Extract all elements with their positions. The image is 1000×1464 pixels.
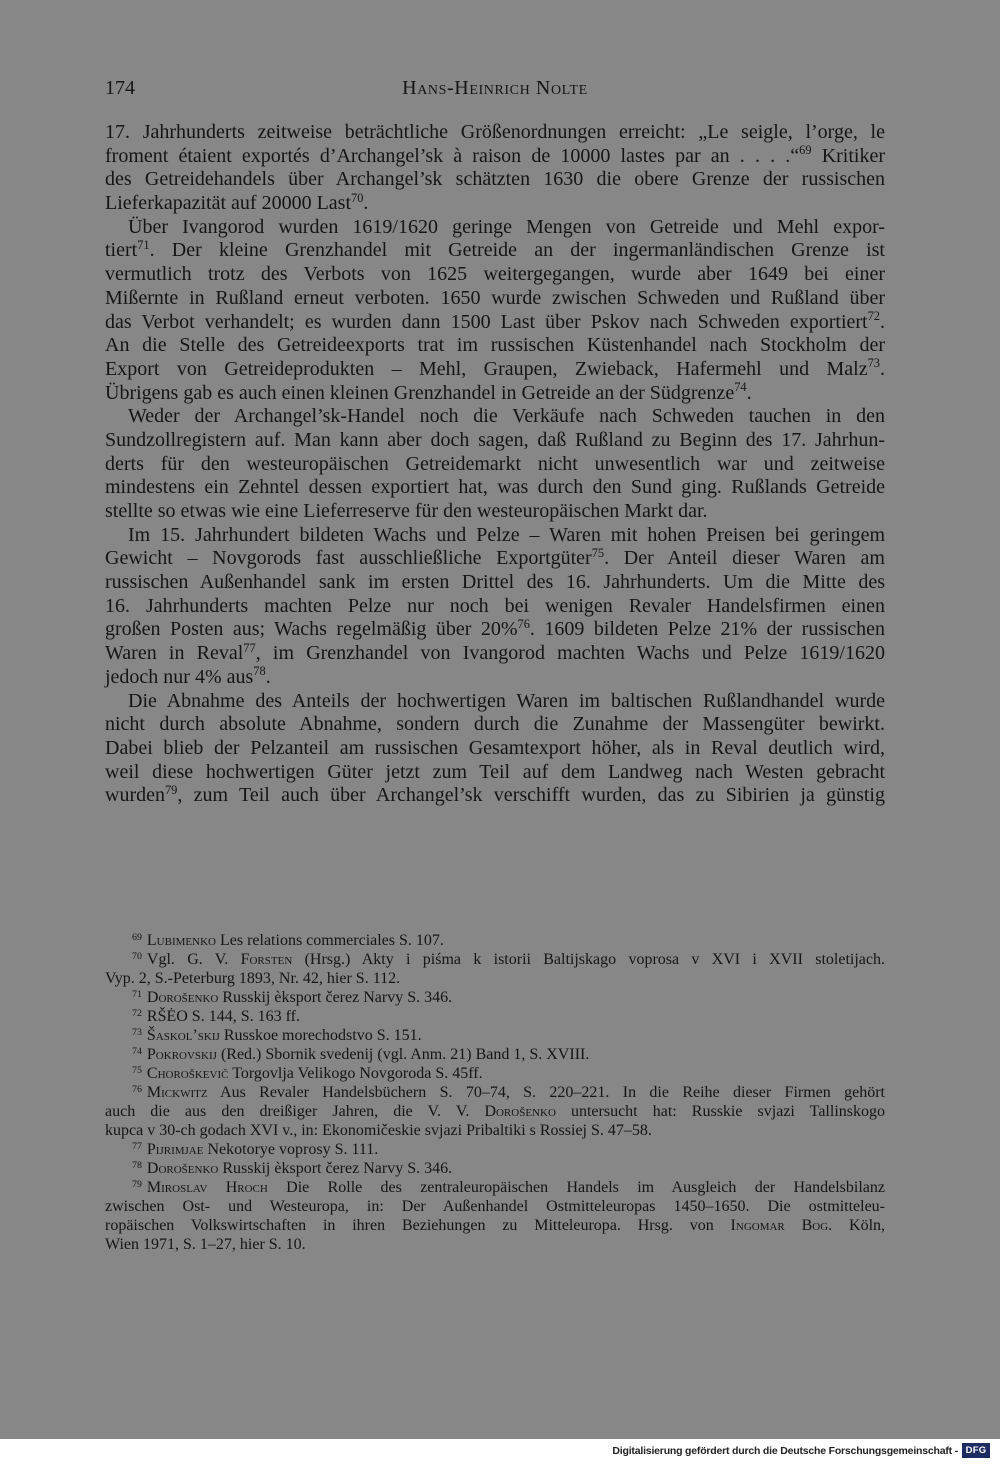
text-line [105, 1026, 885, 1045]
text-line [105, 311, 885, 335]
text-line [105, 1159, 885, 1178]
text-line [105, 1007, 885, 1026]
footnote-reference: 76 [132, 1083, 142, 1095]
footnote-reference: 79 [132, 1178, 142, 1190]
text-line [105, 1121, 885, 1140]
text-line [105, 476, 885, 500]
footnote [105, 1007, 885, 1026]
text-run: (Hrsg.) Akty i piśma k istorii Baltijskago voprosa v XVI i XVII stoletijach. [292, 951, 886, 968]
paragraph [105, 405, 885, 523]
text-run: 16. Jahrhunderts machten Pelze nur noch bei wenigen Revaler Handelsfirmen einen [105, 594, 885, 617]
text-run: . [880, 310, 885, 333]
text-run: Über Ivangorod wurden 1619/1620 geringe Mengen von Getreide und Mehl expor- [128, 215, 885, 238]
text-line [105, 263, 885, 287]
text-run: , im Grenzhandel von Ivangorod machten Wachs und Pelze 1619/1620 [255, 642, 885, 665]
text-run: Wien 1971, S. 1–27, hier S. 10. [105, 1236, 306, 1253]
footnote-reference: 73 [132, 1026, 142, 1038]
text-run: vermutlich trotz des Verbots von 1625 weitergegangen, wurde aber 1649 bei einer [105, 263, 885, 286]
footnote [105, 1064, 885, 1083]
text-line [105, 547, 885, 571]
text-run: Sundzollregistern auf. Man kann aber doch sagen, daß Rußland zu Beginn des 17. Jahrhun- [105, 428, 885, 451]
footnote [105, 1083, 885, 1140]
text-run: mindestens ein Zehntel dessen exportiert hat, was durch den Sund ging. Rußlands Getreide [105, 476, 885, 499]
text-run: Mißernte in Rußland erneut verboten. 1650 wurde zwischen Schweden und Rußland über [105, 286, 885, 309]
text-run: , zum Teil auch über Archangel’sk verschifft wurden, das zu Sibirien ja günstig [177, 784, 885, 807]
text-line [105, 216, 885, 240]
text-run: froment étaient exportés d’Archangel’sk à raison de 10000 lastes par an . . . .“ [105, 144, 800, 167]
text-line [105, 618, 885, 642]
text-line [105, 690, 885, 714]
author-name: Pijrimjae [146, 1141, 204, 1158]
text-line [105, 1178, 885, 1197]
text-run: . [746, 381, 752, 404]
text-line [105, 500, 885, 524]
footnote-reference: 77 [132, 1140, 142, 1152]
text-line [105, 595, 885, 619]
page-header [105, 76, 885, 100]
text-line [105, 1140, 885, 1159]
text-run: Die Abnahme des Anteils der hochwertigen Waren im baltischen Rußlandhandel wurde [128, 689, 885, 712]
text-run: Torgovlja Velikogo Novgoroda S. 45ff. [228, 1065, 483, 1082]
dfg-logo: DFG [962, 1443, 990, 1458]
paragraph [105, 524, 885, 690]
text-run: Weder der Archangel’sk-Handel noch die Verkäufe nach Schweden tauchen in den [128, 405, 885, 428]
text-run: untersucht hat: Russkie svjazi Tallinskogo [555, 1103, 885, 1120]
text-run: Vgl. G. V. [146, 951, 241, 968]
footnote [105, 1159, 885, 1178]
text-run: derts für den westeuropäischen Getreidemarkt nicht unwesentlich war und zeitweise [105, 452, 885, 475]
footnote-reference: 70 [351, 190, 364, 205]
text-line [105, 969, 885, 988]
text-line [105, 192, 885, 216]
author-name: Forsten [240, 951, 293, 968]
footnote-reference: 75 [591, 545, 605, 560]
footnote-reference: 71 [137, 238, 150, 252]
text-run: Gewicht – Novgorods fast ausschließliche Exportgüter [105, 547, 592, 570]
footnote [105, 1178, 885, 1254]
page-number: 174 [105, 77, 135, 99]
text-run: stellte so etwas wie eine Lieferreserve für den westeuropäischen Markt dar. [105, 500, 708, 522]
footnote [105, 931, 885, 950]
text-run: Lieferkapazität auf 20000 Last [105, 192, 351, 215]
text-line [105, 1083, 885, 1102]
text-run: Übrigens gab es auch einen kleinen Grenzhandel in Getreide an der Südgrenze [105, 381, 735, 404]
footnote-reference: 76 [517, 617, 530, 631]
text-line [105, 168, 885, 192]
text-line [105, 239, 885, 263]
footnote [105, 950, 885, 988]
text-line [105, 1045, 885, 1064]
footnote-reference: 72 [867, 309, 880, 324]
text-run: Kritiker [811, 144, 886, 167]
footnote-reference: 73 [867, 356, 880, 371]
author-name: Ingomar Bog [730, 1217, 829, 1234]
text-run: Russkij èksport čerez Narvy S. 346. [218, 1160, 453, 1177]
footnotes [105, 931, 885, 1254]
text-run: (Red.) Sbornik svedenij (vgl. Anm. 21) Band 1, S. XVIII. [216, 1046, 590, 1063]
footnote-reference: 69 [799, 143, 812, 158]
text-run: nicht durch absolute Abnahme, sondern durch die Zunahme der Massengüter bewirkt. [105, 713, 885, 736]
text-run: zwischen Ost- und Westeuropa, in: Der Außenhandel Ostmitteleuropas 1450–1650. Die ostmitteleu- [105, 1198, 885, 1215]
paragraph [105, 690, 885, 808]
text-line [105, 334, 885, 358]
text-run: kupca v 30-ch godach XVI v., in: Ekonomičeskie svjazi Pribaltiki s Rossiej S. 47–58. [105, 1122, 652, 1139]
text-run: . Der Anteil dieser Waren am [604, 547, 885, 570]
text-line [105, 737, 885, 761]
text-line [105, 950, 885, 969]
text-line [105, 784, 885, 808]
text-run: RŠĖO S. 144, S. 163 ff. [146, 1008, 300, 1025]
footnote-reference: 70 [132, 950, 142, 962]
text-line [105, 429, 885, 453]
footnote-reference: 74 [734, 380, 747, 395]
text-run: Im 15. Jahrhundert bildeten Wachs und Pelze – Waren mit hohen Preisen bei geringem [128, 523, 885, 546]
text-line [105, 666, 885, 690]
author-name: Dorošenko [146, 1160, 219, 1177]
author-name: Choroškevič [146, 1065, 229, 1082]
text-run: des Getreidehandels über Archangel’sk schätzten 1630 die obere Grenze der russischen [105, 168, 885, 191]
text-run: wurden [105, 784, 165, 807]
paragraph [105, 121, 885, 216]
text-run: Russkij èksport čerez Narvy S. 346. [218, 989, 453, 1006]
footnote [105, 1140, 885, 1159]
footnote-reference: 71 [132, 988, 142, 1000]
text-line [105, 642, 885, 666]
text-run: Die Rolle des zentraleuropäischen Handels im Ausgleich der Handelsbilanz [267, 1179, 885, 1196]
author-name: Šaskol’skij [146, 1027, 220, 1044]
footnote [105, 988, 885, 1007]
text-run: weil diese hochwertigen Güter jetzt zum Teil auf dem Landweg nach Westen gebracht [105, 760, 885, 783]
footnote-reference: 78 [253, 664, 266, 679]
footnote-reference: 77 [243, 640, 256, 655]
text-run: . [265, 665, 271, 688]
text-line [105, 358, 885, 382]
text-line [105, 1102, 885, 1121]
text-line [105, 382, 885, 406]
text-run: . Köln, [828, 1217, 886, 1234]
footnote-reference: 78 [132, 1159, 142, 1171]
text-run: An die Stelle des Getreideexports trat im russischen Küstenhandel nach Stockholm der [105, 334, 885, 357]
footnote-reference: 72 [132, 1007, 142, 1019]
text-line [105, 1216, 885, 1235]
text-line [105, 121, 885, 145]
text-run: tiert [105, 239, 138, 262]
text-run: großen Posten aus; Wachs regelmäßig über 20% [105, 618, 518, 641]
text-line [105, 405, 885, 429]
author-name: Lubimenko [146, 932, 216, 949]
footnote-reference: 69 [132, 931, 142, 943]
text-line [105, 761, 885, 785]
author-name: Pokrovskij [146, 1046, 217, 1063]
paragraph [105, 216, 885, 406]
text-run: russischen Außenhandel sank im ersten Drittel des 16. Jahrhunderts. Um die Mitte des [105, 571, 885, 594]
text-line [105, 1197, 885, 1216]
text-run: Waren in Reval [105, 642, 244, 665]
text-line [105, 713, 885, 737]
author-name: Mickwitz [146, 1084, 208, 1101]
text-line [105, 988, 885, 1007]
digitization-footer [0, 1439, 1000, 1464]
author-name: Miroslav Hroch [146, 1179, 268, 1196]
text-run: Vyp. 2, S.-Peterburg 1893, Nr. 42, hier S. 112. [105, 970, 401, 987]
text-run: Export von Getreideprodukten – Mehl, Graupen, Zwieback, Hafermehl und Malz [105, 357, 868, 380]
text-run: ropäischen Volkswirtschaften in ihren Beziehungen zu Mitteleuropa. Hrsg. von [105, 1217, 731, 1234]
author-name: Dorošenko [146, 989, 219, 1006]
text-line [105, 571, 885, 595]
footnote-reference: 74 [132, 1045, 142, 1057]
digitization-credit: Digitalisierung gefördert durch die Deutsche Forschungsgemeinschaft - [612, 1445, 958, 1457]
text-run: Les relations commerciales S. 107. [215, 932, 444, 949]
text-run: Aus Revaler Handelsbüchern S. 70–74, S. 220–221. In die Reihe dieser Firmen gehört [207, 1084, 885, 1101]
text-run: Russkoe morechodstvo S. 151. [219, 1027, 422, 1044]
author-name: Dorošenko [484, 1103, 556, 1120]
text-run: . 1609 bildeten Pelze 21% der russischen [529, 618, 885, 641]
text-line [105, 453, 885, 477]
text-run: Dabei blieb der Pelzanteil am russischen Gesamtexport höher, als in Reval deutlich wird, [105, 736, 885, 759]
text-run: jedoch nur 4% aus [105, 665, 254, 688]
footnote-reference: 75 [132, 1064, 142, 1076]
text-run: . Der kleine Grenzhandel mit Getreide an der ingermanländischen Grenze ist [149, 239, 885, 262]
text-line [105, 524, 885, 548]
footnote [105, 1045, 885, 1064]
footnote [105, 1026, 885, 1045]
running-title: Hans-Heinrich Nolte [402, 77, 588, 99]
text-run: auch die aus den dreißiger Jahren, die V. V. [105, 1103, 485, 1120]
body-text [105, 121, 885, 808]
text-line [105, 1064, 885, 1083]
footnote-reference: 79 [164, 782, 178, 797]
text-run: 17. Jahrhunderts zeitweise beträchtliche Größenordnungen erreicht: „Le seigle, l’orge, le [105, 121, 885, 143]
text-line [105, 145, 885, 169]
text-run: . [363, 192, 369, 215]
text-line [105, 287, 885, 311]
text-run: . [880, 357, 885, 380]
text-line [105, 1235, 885, 1254]
text-run: Nekotorye voprosy S. 111. [203, 1141, 379, 1158]
text-line [105, 931, 885, 950]
text-run: das Verbot verhandelt; es wurden dann 1500 Last über Pskov nach Schweden exportiert [105, 310, 868, 333]
